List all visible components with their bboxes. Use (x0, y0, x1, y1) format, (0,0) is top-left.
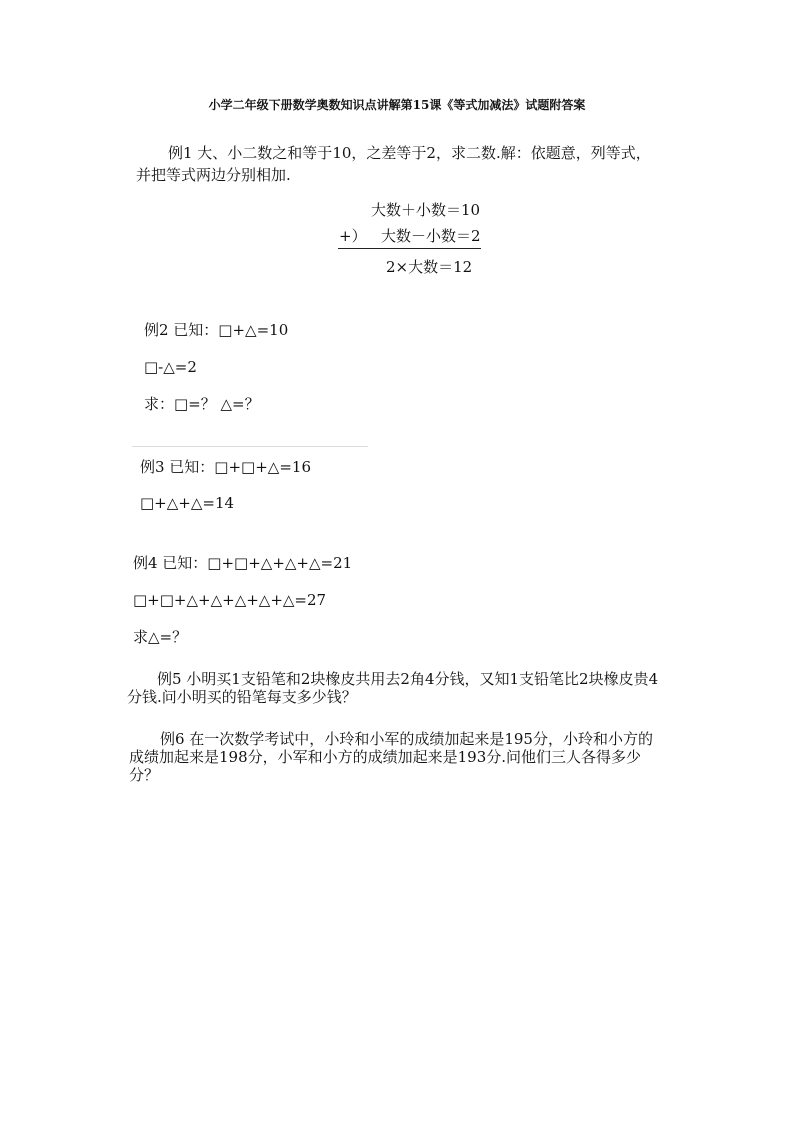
example-5-line-2: 分钱.问小明买的铅笔每支多少钱？ (127, 688, 357, 706)
example-4-line-1: 例4 已知：□+□+△+△+△=21 (133, 554, 353, 572)
example-2-line-2: □-△=2 (144, 358, 197, 376)
equation-result: 2×大数＝12 (386, 258, 473, 276)
example-1-line-2: 并把等式两边分别相加. (136, 166, 291, 184)
example-5-line-1: 例5 小明买1支铅笔和2块橡皮共用去2角4分钱，又知1支铅笔比2块橡皮贵4 (157, 670, 659, 688)
example-4-line-3: 求△=？ (133, 628, 188, 646)
example-2-line-1: 例2 已知：□+△=10 (144, 321, 289, 339)
equation-sum: 大数＋小数＝10 (371, 201, 481, 219)
page-title: 小学二年级下册数学奥数知识点讲解第15课《等式加减法》试题附答案 (208, 98, 586, 112)
example-1-line-1: 例1 大、小二数之和等于10，之差等于2，求二数.解：依题意，列等式， (168, 144, 651, 162)
example-6-line-3: 分？ (129, 766, 160, 784)
example-6-line-1: 例6 在一次数学考试中，小玲和小军的成绩加起来是195分，小玲和小方的 (160, 730, 653, 748)
faint-divider (132, 446, 368, 447)
example-4-line-2: □+□+△+△+△+△+△=27 (133, 591, 327, 609)
example-3-line-1: 例3 已知：□+□+△=16 (140, 458, 311, 476)
equation-divider (338, 248, 481, 249)
example-2-line-3: 求：□=？ △=？ (144, 395, 260, 413)
example-3-line-2: □+△+△=14 (140, 494, 235, 512)
equation-difference: 大数－小数＝2 (381, 227, 481, 245)
example-6-line-2: 成绩加起来是198分，小军和小方的成绩加起来是193分.问他们三人各得多少 (129, 748, 642, 766)
equation-plus-operator: +） (339, 227, 367, 245)
